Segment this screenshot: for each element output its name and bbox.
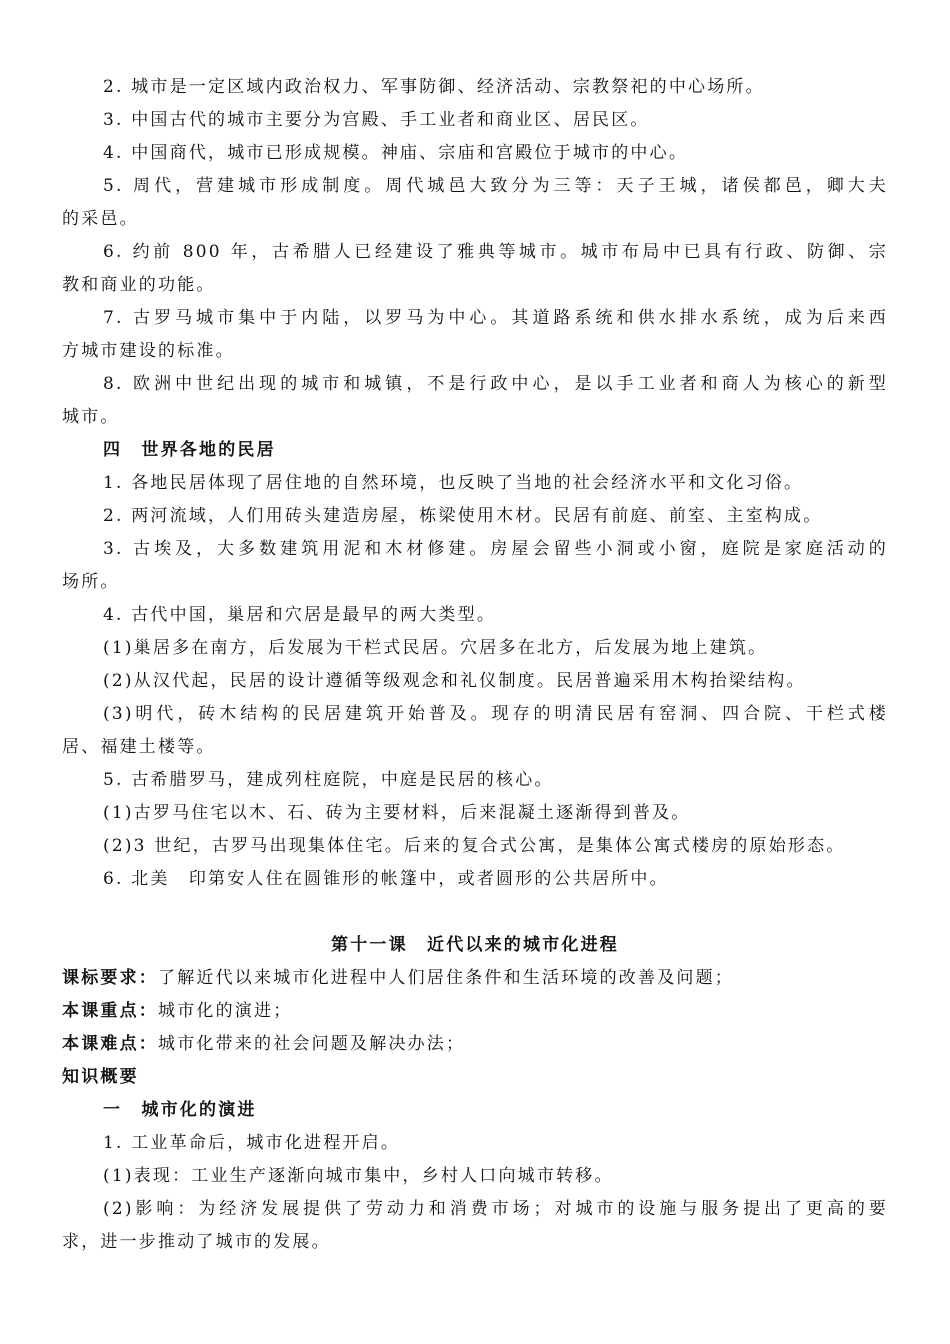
curriculum-requirement-text: 了解近代以来城市化进程中人们居住条件和生活环境的改善及问题； — [158, 968, 734, 988]
paragraph-sec4-1: 1. 各地民居体现了居住地的自然环境，也反映了当地的社会经济水平和文化习俗。 — [103, 473, 804, 493]
paragraph-lesson-1-2-line1: (2)影响：为经济发展提供了劳动力和消费市场；对城市的设施与服务提出了更高的要 — [103, 1199, 888, 1219]
section-heading-urbanization: 一 城市化的演进 — [103, 1100, 257, 1120]
blank-line — [62, 896, 888, 929]
paragraph-sec4-2: 2. 两河流域，人们用砖头建造房屋，栋梁使用木材。民居有前庭、前室、主室构成。 — [103, 506, 823, 526]
paragraph-sec3-6-line1: 6. 约前 800 年，古希腊人已经建设了雅典等城市。城市布局中已具有行政、防御、宗 — [103, 242, 888, 262]
lesson-title: 第十一课 近代以来的城市化进程 — [331, 935, 619, 955]
paragraph-sec3-3: 3. 中国古代的城市主要分为宫殿、手工业者和商业区、居民区。 — [103, 110, 650, 130]
paragraph-sec3-8-line2: 城市。 — [62, 407, 120, 427]
paragraph-sec4-6: 6. 北美 印第安人住在圆锥形的帐篷中，或者圆形的公共居所中。 — [103, 869, 669, 889]
paragraph-lesson-1-2-line2: 求，进一步推动了城市的发展。 — [62, 1232, 331, 1252]
paragraph-sec4-5-2: (2)3 世纪，古罗马出现集体住宅。后来的复合式公寓，是集体公寓式楼房的原始形态。 — [103, 836, 846, 856]
paragraph-sec4-4-3-line1: (3)明代，砖木结构的民居建筑开始普及。现存的明清民居有窑洞、四合院、干栏式楼 — [103, 704, 888, 724]
lesson-difficulty-text: 城市化带来的社会问题及解决办法； — [158, 1034, 466, 1054]
paragraph-sec4-4-1: (1)巢居多在南方，后发展为干栏式民居。穴居多在北方，后发展为地上建筑。 — [103, 638, 768, 658]
paragraph-sec4-4: 4. 古代中国，巢居和穴居是最早的两大类型。 — [103, 605, 497, 625]
paragraph-lesson-1: 1. 工业革命后，城市化进程开启。 — [103, 1133, 401, 1153]
paragraph-sec3-7-line1: 7. 古罗马城市集中于内陆，以罗马为中心。其道路系统和供水排水系统，成为后来西 — [103, 308, 888, 328]
section-heading-world-dwellings: 四 世界各地的民居 — [103, 440, 276, 460]
paragraph-sec4-4-3-line2: 居、福建土楼等。 — [62, 737, 216, 757]
paragraph-sec4-5-1: (1)古罗马住宅以木、石、砖为主要材料，后来混凝土逐渐得到普及。 — [103, 803, 691, 823]
paragraph-sec4-5: 5. 古希腊罗马，建成列柱庭院，中庭是民居的核心。 — [103, 770, 554, 790]
curriculum-requirement — [62, 962, 888, 995]
knowledge-overview-heading: 知识概要 — [62, 1067, 139, 1087]
lesson-focus-text: 城市化的演进； — [158, 1001, 293, 1021]
lesson-difficulty-label: 本课难点： — [62, 1034, 158, 1054]
paragraph-sec4-3-line2: 场所。 — [62, 572, 120, 592]
lesson-difficulty — [62, 1028, 888, 1061]
curriculum-requirement-label: 课标要求： — [62, 968, 158, 988]
paragraph-sec4-4-2: (2)从汉代起，民居的设计遵循等级观念和礼仪制度。民居普遍采用木构抬梁结构。 — [103, 671, 806, 691]
lesson-focus-label: 本课重点： — [62, 1001, 158, 1021]
paragraph-sec3-8-line1: 8. 欧洲中世纪出现的城市和城镇，不是行政中心，是以手工业者和商人为核心的新型 — [103, 374, 888, 394]
paragraph-sec3-5-line1: 5. 周代，营建城市形成制度。周代城邑大致分为三等：天子王城，诸侯都邑，卿大夫 — [103, 176, 888, 196]
lesson-focus — [62, 995, 888, 1028]
paragraph-sec4-3-line1: 3. 古埃及，大多数建筑用泥和木材修建。房屋会留些小洞或小窗，庭院是家庭活动的 — [103, 539, 888, 559]
paragraph-sec3-5-line2: 的采邑。 — [62, 209, 139, 229]
paragraph-sec3-2: 2. 城市是一定区域内政治权力、军事防御、经济活动、宗教祭祀的中心场所。 — [103, 77, 765, 97]
paragraph-sec3-4: 4. 中国商代，城市已形成规模。神庙、宗庙和宫殿位于城市的中心。 — [103, 143, 689, 163]
paragraph-sec3-7-line2: 方城市建设的标准。 — [62, 341, 235, 361]
paragraph-sec3-6-line2: 教和商业的功能。 — [62, 275, 216, 295]
paragraph-lesson-1-1: (1)表现：工业生产逐渐向城市集中，乡村人口向城市转移。 — [103, 1166, 614, 1186]
